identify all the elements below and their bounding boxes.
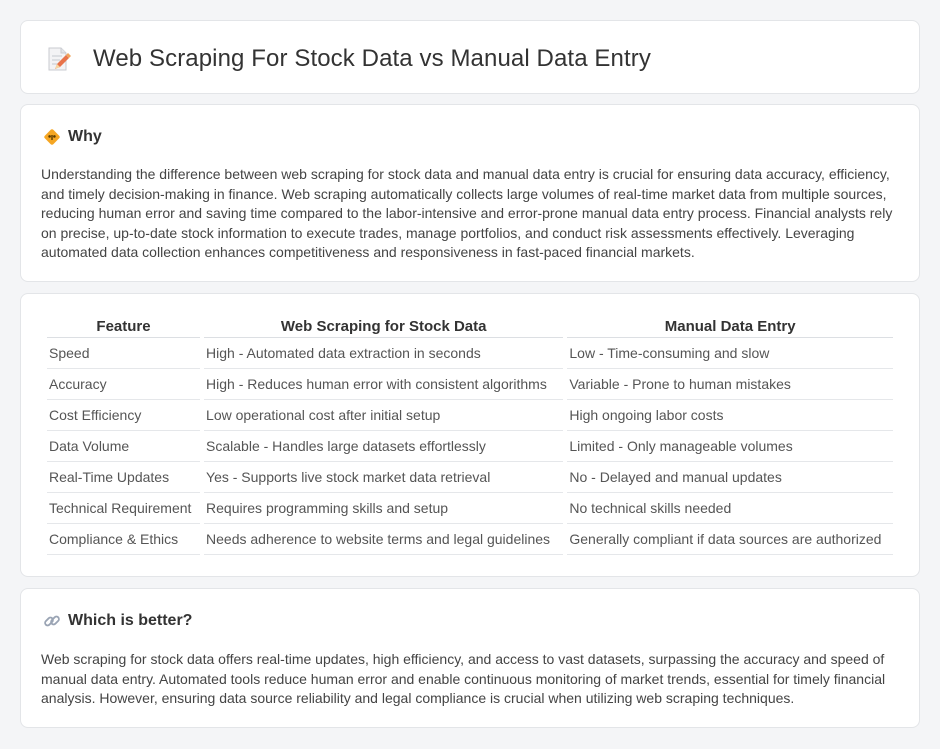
why-section [20,104,920,282]
feature-cell: Accuracy [47,369,200,400]
feature-cell: Data Volume [47,431,200,462]
manual-cell: Variable - Prone to human mistakes [567,369,893,400]
table-row [47,338,893,369]
scraping-cell: Yes - Supports live stock market data retrieval [204,462,563,493]
table-header-row [47,316,893,338]
table-row [47,524,893,555]
why-text: Understanding the difference between web scraping for stock data and manual data entry is crucial for ensuring data accuracy, efficiency, and timely decision-making in finance. Web scraping automatically collects large volumes of real-time market data from multiple sources, reducing human error and saving time compared to the labor-intensive and error-prone manual data entry process. Financial analysts rely on precise, up-to-date stock information to execute trades, manage portfolios, and conduct risk assessments effectively. Leveraging automated data collection enhances competitiveness and responsiveness in fast-paced financial markets. [41,166,893,261]
manual-cell: Low - Time-consuming and slow [567,338,893,369]
document-pencil-icon [43,44,73,74]
manual-cell: No - Delayed and manual updates [567,462,893,493]
better-text: Web scraping for stock data offers real-time updates, high efficiency, and access to vast datasets, surpassing the accuracy and speed of manual data entry. Automated tools reduce human error and enable continuous monitoring of market trends, essential for timely financial analysis. However, ensuring data source reliability and legal compliance is crucial when utilizing web scraping techniques. [41,651,886,707]
scraping-cell: Scalable - Handles large datasets effortlessly [204,431,563,462]
page-title: Web Scraping For Stock Data vs Manual Data Entry [93,45,651,72]
manual-cell: High ongoing labor costs [567,400,893,431]
table-row [47,493,893,524]
diamond-sign-icon [43,128,61,146]
comparison-table [43,316,897,555]
scraping-cell: Requires programming skills and setup [204,493,563,524]
which-better-section [20,588,920,728]
scraping-cell: Needs adherence to website terms and legal guidelines [204,524,563,555]
why-heading-row [43,127,102,147]
header-card [20,20,920,94]
column-header: Web Scraping for Stock Data [204,316,563,338]
table-row [47,400,893,431]
manual-cell: No technical skills needed [567,493,893,524]
manual-cell: Generally compliant if data sources are authorized [567,524,893,555]
feature-cell: Compliance & Ethics [47,524,200,555]
manual-cell: Limited - Only manageable volumes [567,431,893,462]
feature-cell: Technical Requirement [47,493,200,524]
link-icon [43,612,61,630]
comparison-section [20,293,920,577]
scraping-cell: High - Reduces human error with consistent algorithms [204,369,563,400]
column-header: Feature [47,316,200,338]
feature-cell: Cost Efficiency [47,400,200,431]
feature-cell: Real-Time Updates [47,462,200,493]
scraping-cell: High - Automated data extraction in seconds [204,338,563,369]
table-row [47,369,893,400]
better-heading-row [43,611,192,631]
table-row [47,431,893,462]
better-heading: Which is better? [68,612,193,629]
why-heading: Why [68,128,102,145]
scraping-cell: Low operational cost after initial setup [204,400,563,431]
column-header: Manual Data Entry [567,316,893,338]
feature-cell: Speed [47,338,200,369]
table-row [47,462,893,493]
title-row [43,41,651,77]
